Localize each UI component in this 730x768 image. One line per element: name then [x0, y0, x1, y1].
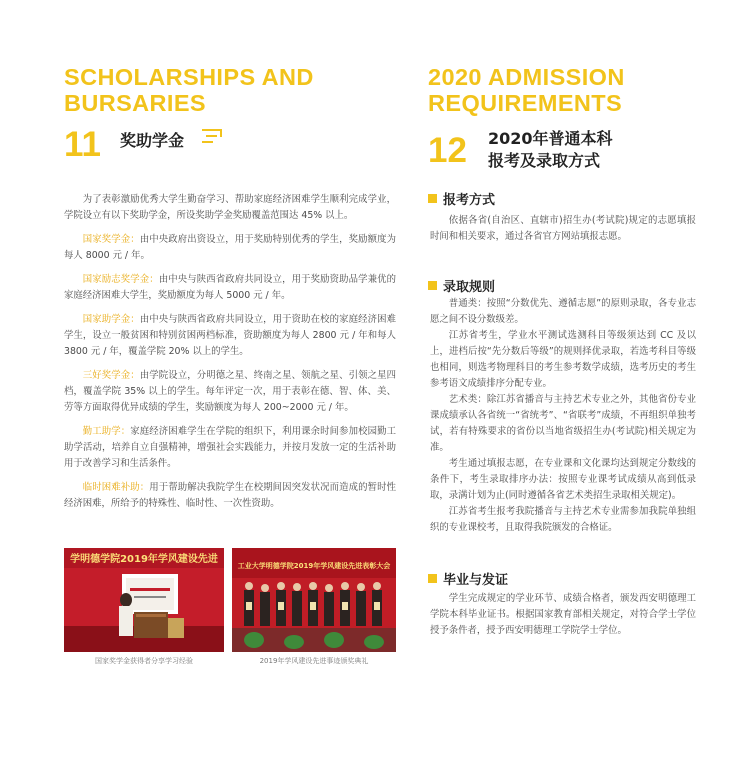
item-label: 勤工助学：	[82, 426, 131, 437]
section-english-title	[428, 64, 708, 116]
scholarship-item	[64, 424, 396, 472]
item-label: 临时困难补助：	[82, 482, 150, 493]
photo-banner-text: 工业大学明德学院2019年学风建设先进表彰大会	[237, 562, 391, 570]
bullet-square-icon	[428, 281, 437, 290]
bullet-square-icon	[428, 574, 437, 583]
section-english-title	[64, 64, 404, 116]
apply-text: 依据各省(自治区、直辖市)招生办(考试院)规定的志愿填报时间和相关要求，通过各省官方网站填报志愿。	[430, 215, 696, 242]
chinese-title-line-1: 2020年普通本科	[488, 129, 613, 148]
section-chinese-title	[488, 128, 613, 172]
scholarship-item	[64, 272, 396, 304]
item-label: 国家励志奖学金：	[82, 274, 159, 285]
photo-banner-text: 学明德学院2019年学风建设先进	[70, 554, 218, 565]
photo-award-ceremony	[232, 548, 396, 652]
decorative-bracket-icon	[200, 128, 224, 144]
photo-caption: 国家奖学金获得者分享学习经验	[95, 657, 193, 665]
item-text: 由中央与陕西省政府共同设立，用于奖励资助品学兼优的家庭经济困难大学生，奖励额度为每人 5000 元 / 年。	[64, 274, 396, 301]
scholarship-item	[64, 232, 396, 264]
admission-rules-text: 普通类：按照“分数优先、遵循志愿”的原则录取，各专业志愿之间不设分数级差。 江苏省考生，学业水平测试选测科目等级须达到 CC 及以上，进档后按“先分数后等级”的规则择优录取，若选考科目等级也相同，则选考物理科目的考生参考数学成绩，选考历史的考生参考语文成绩排序分配专业。 艺术类：除江苏省播音与主持艺术专业之外，其他省份专业课成绩承认各省统一“省统考”、“省联考”成绩，不再组织单独考试，若有特殊要求的省份以当地省级招生办(考试院)相关规定为准。 考生通过填报志愿，在专业课和文化课均达到规定分数线的条件下，考生录取排序办法：按照专业课考试成绩从高到低录取，录满计划为止(同时遵循各省艺术类招生录取相关规定)。 江苏省考生报考我院播音与主持艺术专业需参加我院单独组织的专业课校考，且取得我院颁发的合格证。	[430, 298, 696, 533]
chinese-title-line-2: 报考及录取方式	[488, 151, 601, 170]
section-heading-admission-rules: 录取规则	[428, 280, 495, 296]
item-text: 由中央与陕西省政府共同设立，用于资助在校的家庭经济困难学生，设立一般贫困和特别贫困两档标准，资助额度为每人 2800 元 / 年和每人 3800 元 / 年，覆盖学院 20% 以上的学生。	[64, 314, 396, 357]
english-title-line-1: 2020 ADMISSION	[428, 64, 625, 90]
english-title-line-2: BURSARIES	[64, 90, 207, 116]
item-label: 三好奖学金：	[82, 370, 140, 381]
scholarship-item	[64, 312, 396, 360]
section-heading-graduation: 毕业与发证	[428, 573, 508, 589]
scholarship-body	[64, 192, 396, 520]
graduation-text: 学生完成规定的学业环节、成绩合格者，颁发西安明德理工学院本科毕业证书。根据国家教育部相关规定，对符合学士学位授予条件者，授予西安明德理工学院学士学位。	[430, 593, 696, 636]
section-heading-apply: 报考方式	[428, 193, 495, 209]
item-text: 用于帮助解决我院学生在校期间因突发状况而造成的暂时性经济困难，所给予的特殊性、临时性、一次性资助。	[64, 482, 396, 509]
item-text: 由学院设立，分明德之星、终南之星、领航之星、引领之星四档，覆盖学院 35% 以上的学生。每年评定一次，用于表彰在德、智、体、美、劳等方面取得优异成绩的学生，奖励额度为每人 200~2000 元 / 年。	[64, 370, 396, 413]
item-text: 由中央政府出资设立，用于奖励特别优秀的学生，奖励额度为每人 8000 元 / 年。	[64, 234, 396, 261]
item-label: 国家助学金：	[82, 314, 140, 325]
scholarship-item	[64, 480, 396, 512]
section-number: 12	[428, 131, 467, 170]
bullet-square-icon	[428, 194, 437, 203]
item-text: 家庭经济困难学生在学院的组织下，利用课余时间参加校园勤工助学活动，培养自立自强精神，增强社会实践能力，并按月发放一定的生活补助用于改善学习和生活条件。	[64, 426, 396, 469]
section-number: 11	[64, 125, 101, 164]
section-chinese-title: 奖助学金	[120, 131, 185, 150]
english-title-line-2: REQUIREMENTS	[428, 90, 623, 116]
item-label: 国家奖学金：	[82, 234, 140, 245]
photo-caption: 2019年学风建设先进事迹颁奖典礼	[259, 657, 369, 665]
scholarship-item	[64, 368, 396, 416]
english-title-line-1: SCHOLARSHIPS AND	[64, 64, 314, 90]
intro-paragraph: 为了表彰激励优秀大学生勤奋学习、帮助家庭经济困难学生顺利完成学业，学院设立有以下奖助学金，所设奖助学金奖励覆盖范围达 45% 以上。	[64, 194, 396, 221]
photo-scholarship-sharing	[64, 548, 224, 652]
